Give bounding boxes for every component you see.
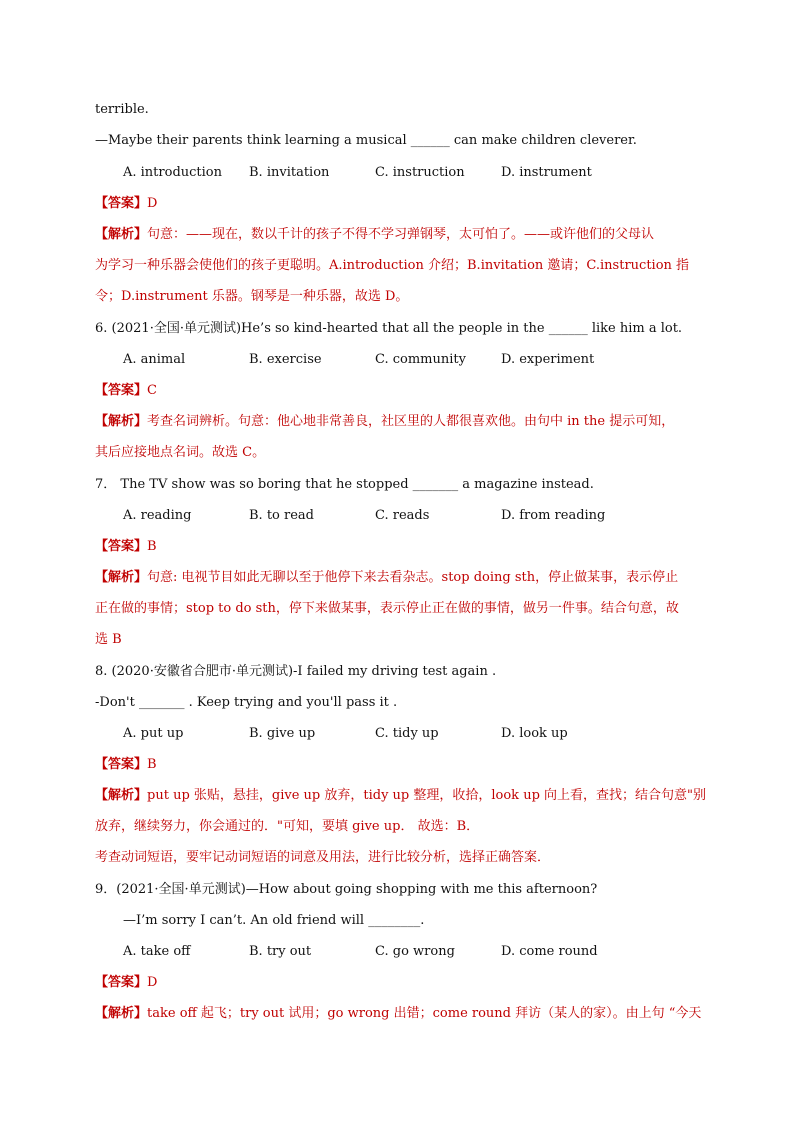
answer-label: 【答案】 xyxy=(95,975,148,990)
explanation-line: 其后应接地点名词。故选 C。 xyxy=(95,445,266,460)
option-c: C. community xyxy=(375,352,466,367)
option-b: B. exercise xyxy=(249,352,322,367)
explanation-line xyxy=(95,569,678,587)
answer-line xyxy=(95,538,157,556)
option-d: D. look up xyxy=(501,726,568,741)
answer-line xyxy=(95,195,157,213)
explanation-label: 【解析】 xyxy=(95,570,148,585)
answer-line xyxy=(95,756,157,774)
option-d: D. experiment xyxy=(501,352,595,367)
question-line: —I’m sorry I can’t. An old friend will ________. xyxy=(123,913,425,928)
explanation-line: 选 B xyxy=(95,632,122,647)
option-a: A. reading xyxy=(123,508,192,523)
answer-line xyxy=(95,974,157,992)
explanation-line xyxy=(95,226,654,244)
question-line: —Maybe their parents think learning a musical ______ can make children cleverer. xyxy=(95,133,637,148)
option-d: D. instrument xyxy=(501,165,592,180)
explanation-label: 【解析】 xyxy=(95,1006,148,1021)
option-d: D. come round xyxy=(501,944,598,959)
option-a: A. introduction xyxy=(123,165,223,180)
text-line: terrible. xyxy=(95,102,149,117)
explanation-line: 为学习一种乐器会使他们的孩子更聪明。A.introduction 介绍；B.invitation 邀请；C.instruction 指 xyxy=(95,258,690,273)
answer-label: 【答案】 xyxy=(95,539,148,554)
question-line: 7． The TV show was so boring that he stopped _______ a magazine instead. xyxy=(95,477,594,492)
answer-value: D xyxy=(147,196,158,211)
explanation-line xyxy=(95,787,706,805)
question-line: 8. (2020·安徽省合肥市·单元测试)-I failed my driving test again . xyxy=(95,664,497,679)
answer-value: B xyxy=(147,539,157,554)
option-c: C. go wrong xyxy=(375,944,455,959)
explanation-line: 放弃，继续努力，你会通过的．"可知，要填 give up． 故选：B． xyxy=(95,819,480,834)
explanation-text: 句意: 电视节目如此无聊以至于他停下来去看杂志。stop doing sth，停止做某事，表示停止 xyxy=(147,570,679,585)
option-c: C. tidy up xyxy=(375,726,439,741)
question-line: 6. (2021·全国·单元测试)He’s so kind-hearted that all the people in the ______ like him a lot. xyxy=(95,321,683,336)
explanation-text: put up 张贴，悬挂，give up 放弃，tidy up 整理，收拾，look up 向上看，查找；结合句意"别 xyxy=(147,788,707,803)
explanation-line xyxy=(95,413,674,431)
option-a: A. put up xyxy=(123,726,184,741)
explanation-label: 【解析】 xyxy=(95,414,148,429)
answer-value: B xyxy=(147,757,157,772)
explanation-text: take off 起飞；try out 试用；go wrong 出错；come round 拜访（某人的家）。由上句 “今天 xyxy=(147,1006,702,1021)
explanation-text: 句意：——现在，数以千计的孩子不得不学习弹钢琴，太可怕了。——或许他们的父母认 xyxy=(147,227,655,242)
option-a: A. animal xyxy=(123,352,186,367)
question-line: -Don't _______ . Keep trying and you'll pass it . xyxy=(95,695,398,710)
answer-label: 【答案】 xyxy=(95,196,148,211)
explanation-line: 考查动词短语，要牢记动词短语的词意及用法，进行比较分析，选择正确答案． xyxy=(95,850,551,865)
option-d: D. from reading xyxy=(501,508,606,523)
option-b: B. invitation xyxy=(249,165,330,180)
option-c: C. reads xyxy=(375,508,430,523)
answer-label: 【答案】 xyxy=(95,383,148,398)
explanation-line: 正在做的事情；stop to do sth，停下来做某事，表示停止正在做的事情，做另一件事。结合句意，故 xyxy=(95,601,679,616)
option-b: B. to read xyxy=(249,508,314,523)
answer-value: D xyxy=(147,975,158,990)
explanation-text: 考查名词辨析。句意：他心地非常善良，社区里的人都很喜欢他。由句中 in the 提示可知， xyxy=(147,414,675,429)
option-c: C. instruction xyxy=(375,165,465,180)
answer-line xyxy=(95,382,157,400)
explanation-line: 令；D.instrument 乐器。钢琴是一种乐器，故选 D。 xyxy=(95,289,409,304)
answer-label: 【答案】 xyxy=(95,757,148,772)
option-a: A. take off xyxy=(123,944,191,959)
answer-value: C xyxy=(147,383,157,398)
explanation-label: 【解析】 xyxy=(95,227,148,242)
explanation-label: 【解析】 xyxy=(95,788,148,803)
option-b: B. try out xyxy=(249,944,312,959)
question-line: 9．(2021·全国·单元测试)—How about going shopping with me this afternoon? xyxy=(95,882,598,897)
option-b: B. give up xyxy=(249,726,316,741)
explanation-line xyxy=(95,1005,701,1023)
